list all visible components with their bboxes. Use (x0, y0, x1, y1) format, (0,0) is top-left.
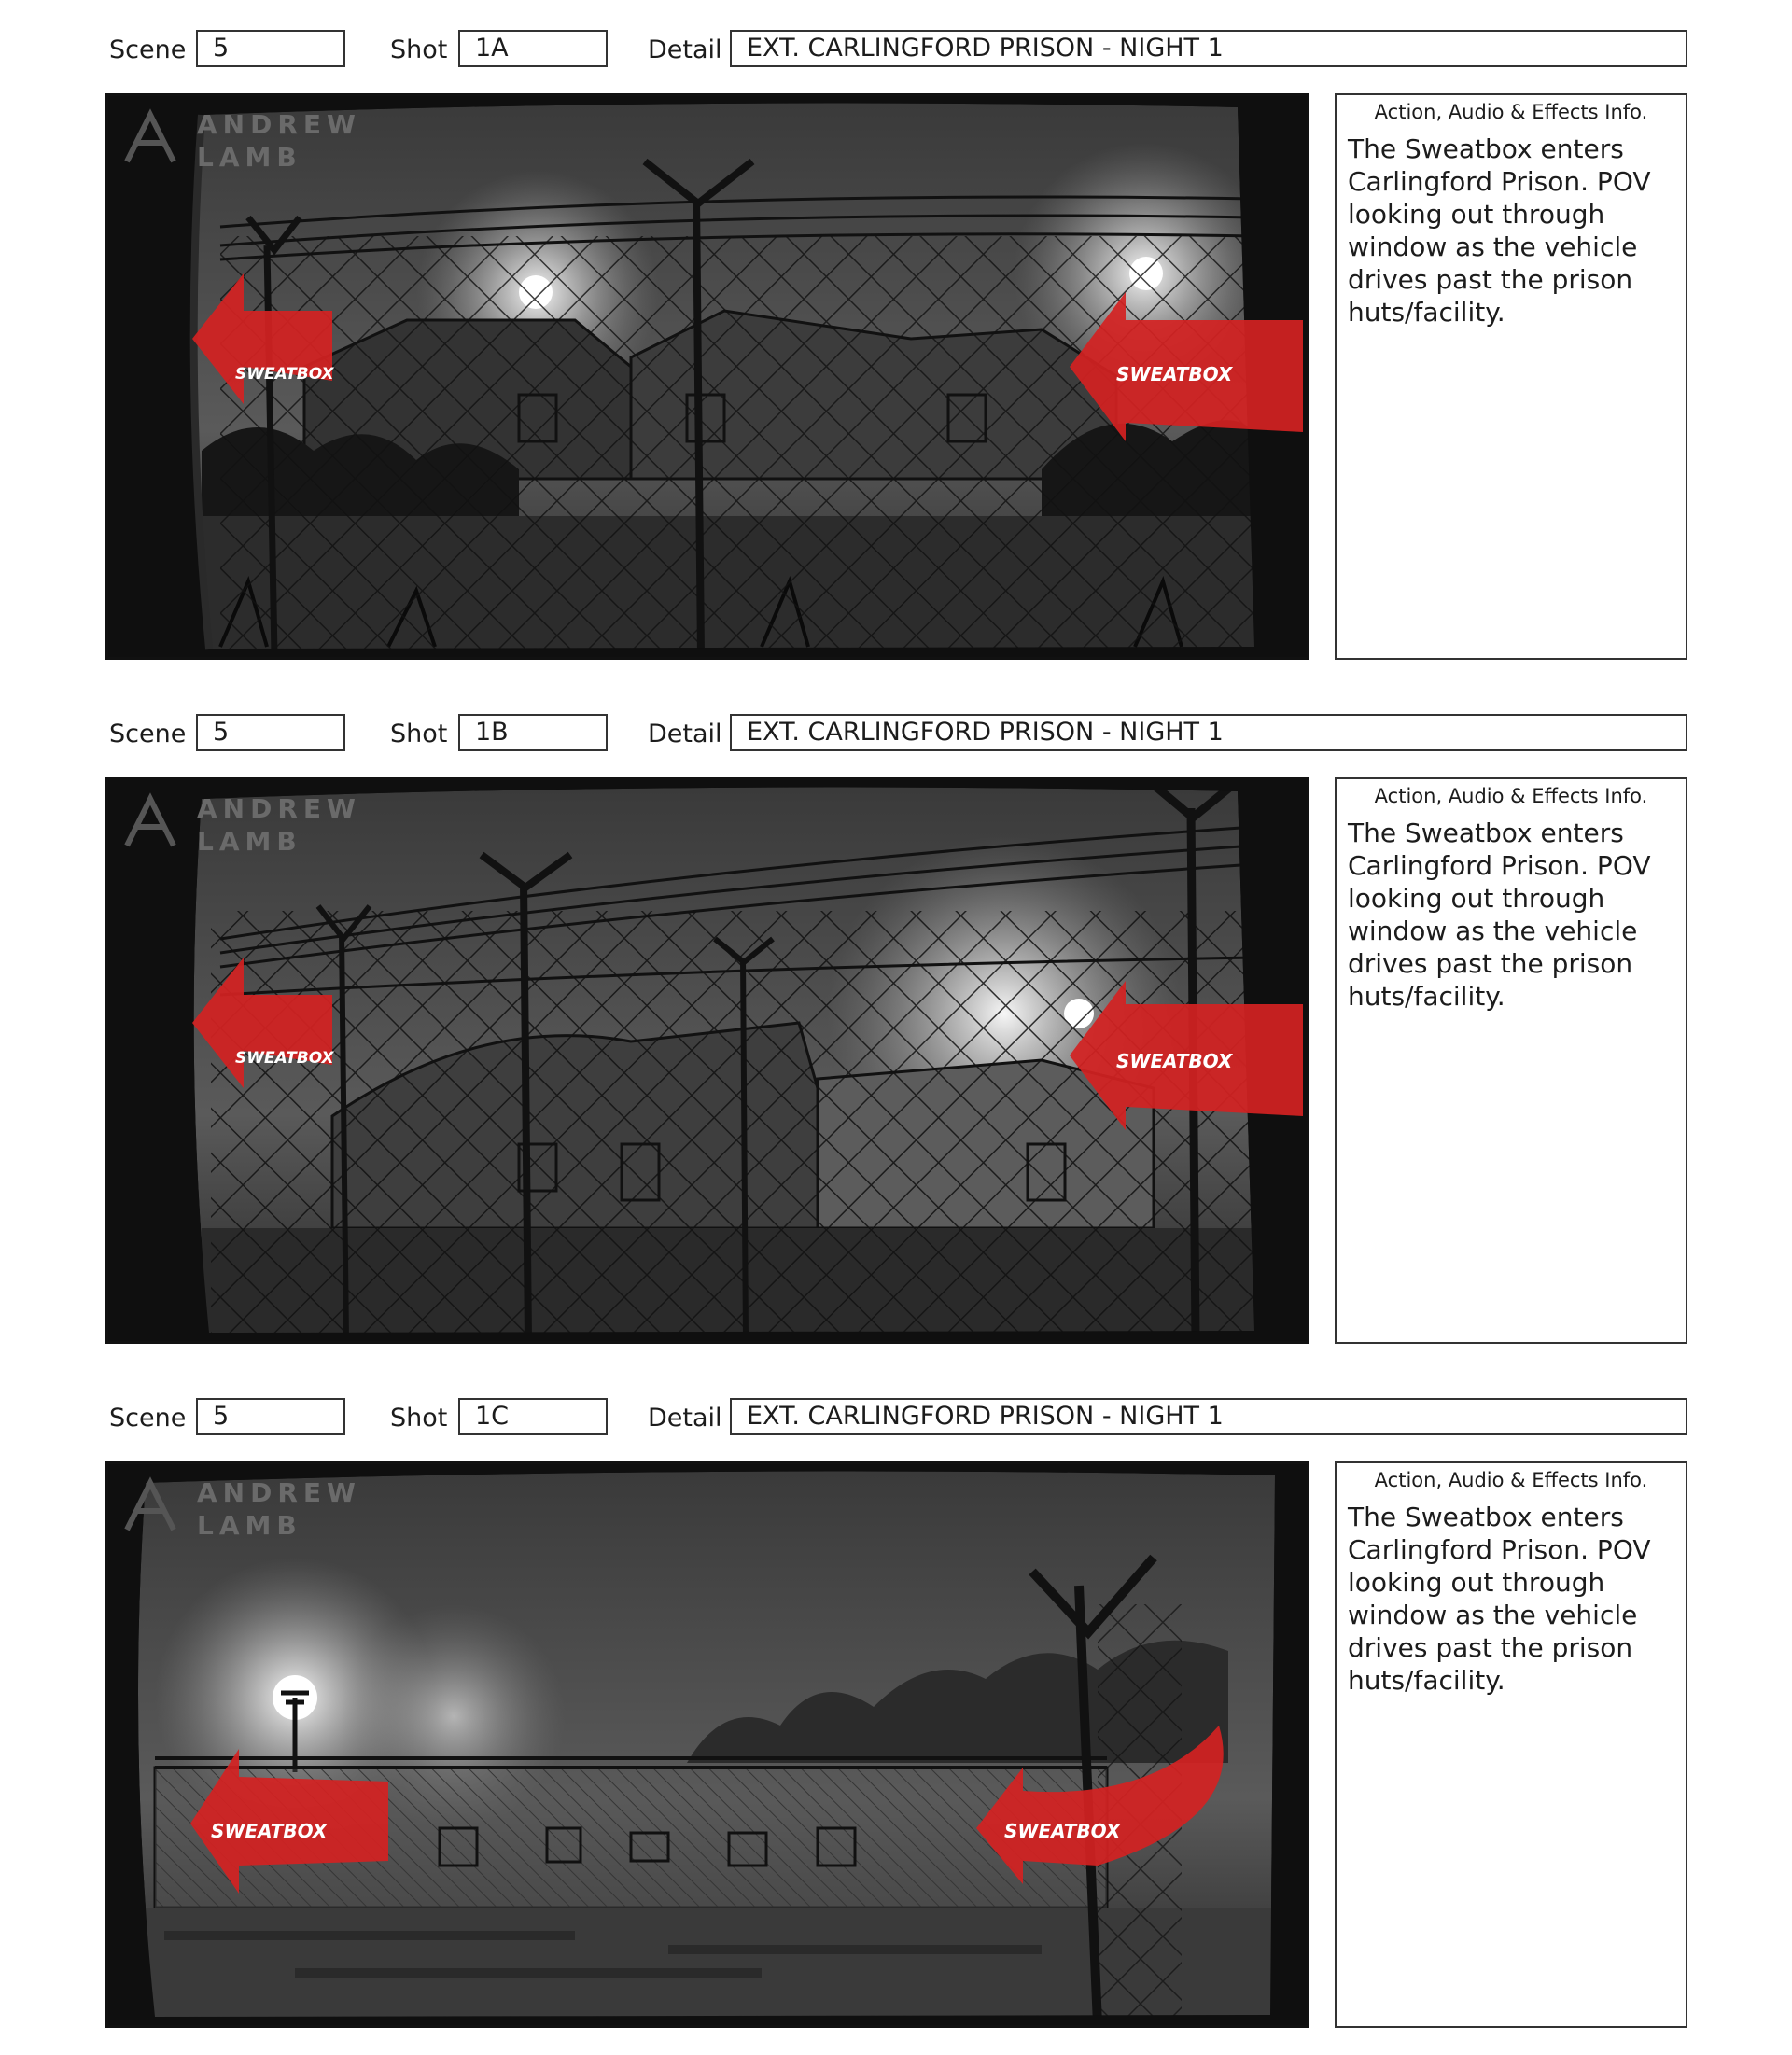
info-box-text: The Sweatbox enters Carlingford Prison. POV looking out through window as the vehicle drives past the prison huts/facility. (1348, 1502, 1651, 1696)
scene-field[interactable]: 5 (196, 1398, 345, 1435)
detail-label: Detail (648, 1404, 722, 1433)
scene-label: Scene (109, 1404, 187, 1433)
sweatbox-arrow-label: SWEATBOX (1116, 1050, 1233, 1072)
storyboard-row-3 (0, 1368, 1792, 2055)
watermark-line1: ANDREW (197, 793, 361, 824)
scene-label: Scene (109, 720, 187, 748)
storyboard-panel-1a (105, 93, 1309, 660)
shot-field[interactable]: 1A (458, 30, 608, 67)
info-box (1335, 777, 1687, 1344)
shot-label: Shot (390, 35, 448, 64)
watermark-line2: LAMB (197, 826, 302, 857)
info-box-text: The Sweatbox enters Carlingford Prison. POV looking out through window as the vehicle drives past the prison huts/facility. (1348, 818, 1651, 1012)
watermark-line2: LAMB (197, 1510, 302, 1541)
storyboard-row-1 (0, 0, 1792, 687)
detail-field[interactable]: EXT. CARLINGFORD PRISON - NIGHT 1 (730, 714, 1687, 751)
sweatbox-arrow-label: SWEATBOX (235, 365, 334, 384)
info-box-title: Action, Audio & Effects Info. (1374, 101, 1648, 123)
sweatbox-arrow-label: SWEATBOX (235, 1049, 334, 1068)
storyboard-row-2 (0, 684, 1792, 1371)
info-box-title: Action, Audio & Effects Info. (1374, 785, 1648, 807)
sweatbox-arrow-label: SWEATBOX (1116, 363, 1233, 385)
storyboard-panel-1b (105, 777, 1309, 1344)
scene-field[interactable]: 5 (196, 30, 345, 67)
info-box (1335, 93, 1687, 660)
scene-field[interactable]: 5 (196, 714, 345, 751)
detail-field[interactable]: EXT. CARLINGFORD PRISON - NIGHT 1 (730, 1398, 1687, 1435)
shot-label: Shot (390, 720, 448, 748)
storyboard-panel-1c (105, 1461, 1309, 2028)
shot-label: Shot (390, 1404, 448, 1433)
info-box (1335, 1461, 1687, 2028)
watermark-line2: LAMB (197, 142, 302, 173)
sweatbox-arrow-label: SWEATBOX (1004, 1820, 1121, 1842)
detail-label: Detail (648, 720, 722, 748)
info-box-title: Action, Audio & Effects Info. (1374, 1469, 1648, 1491)
scene-label: Scene (109, 35, 187, 64)
shot-field[interactable]: 1C (458, 1398, 608, 1435)
shot-field[interactable]: 1B (458, 714, 608, 751)
detail-label: Detail (648, 35, 722, 64)
sweatbox-arrow-label: SWEATBOX (211, 1820, 328, 1842)
watermark-line1: ANDREW (197, 1477, 361, 1508)
detail-field[interactable]: EXT. CARLINGFORD PRISON - NIGHT 1 (730, 30, 1687, 67)
watermark-line1: ANDREW (197, 109, 361, 140)
info-box-text: The Sweatbox enters Carlingford Prison. POV looking out through window as the vehicle drives past the prison huts/facility. (1348, 133, 1651, 328)
